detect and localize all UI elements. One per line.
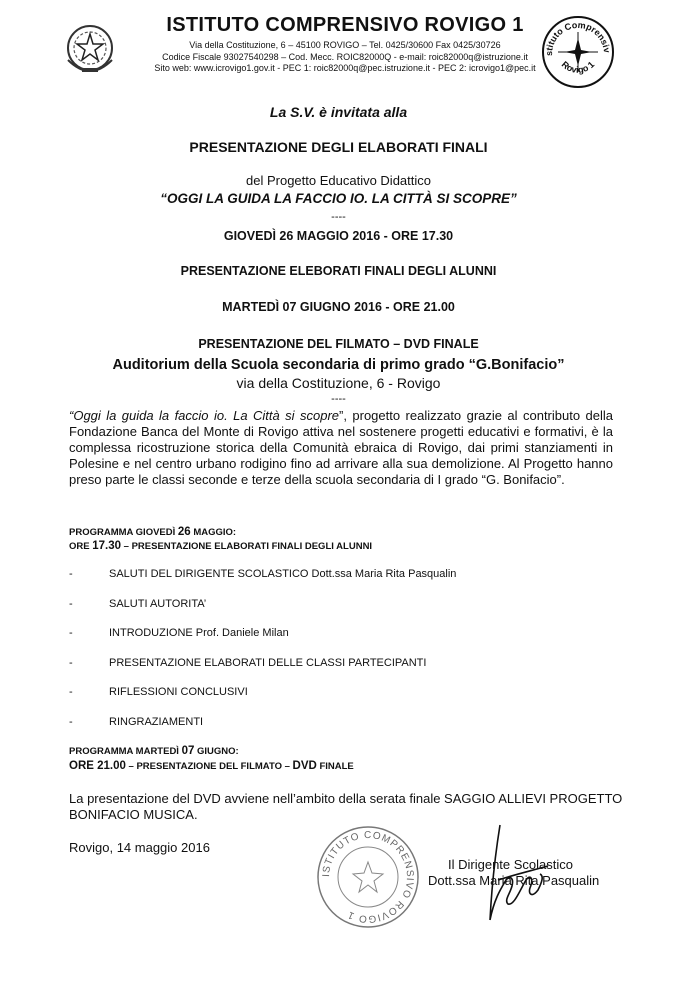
project-description-text: ”, progetto realizzato grazie al contributo della Fondazione Banca del Monte di Rovigo attiva nel sostenere progetti educativi e formativi, è la complessa ricostruzione storica della Comunità ebraica di Rovigo, dai primi stanziamenti in Polesine e nel centro urbano rodigino fino ad arrivare alla sua demolizione. Al Progetto hanno preso parte le classi seconde e terze della scuola secondaria di I grado “G. Bonifacio”. [69, 408, 613, 487]
invitation-intro: La S.V. è invitata alla [269, 104, 408, 120]
seal-bottom-text: Rovigo 1 [559, 59, 597, 75]
program2-heading: PROGRAMMA MARTEDÌ 07 GIUGNO: [69, 745, 239, 757]
venue-address: via della Costituzione, 6 - Rovigo [236, 375, 441, 391]
header-address-line: Via della Costituzione, 6 – 45100 ROVIGO – Tel. 0425/30600 Fax 0425/30726 [189, 40, 501, 50]
project-intro: del Progetto Educativo Didattico [246, 173, 431, 188]
program-item: SALUTI DEL DIRIGENTE SCOLASTICO Dott.ssa Maria Rita Pasqualin [109, 568, 457, 580]
project-title: “OGGI LA GUIDA LA FACCIO IO. LA CITTÀ SI SCOPRE” [160, 191, 517, 206]
stamp-text: ISTITUTO COMPRENSIVO ROVIGO 1 [320, 829, 416, 925]
list-bullet: - [69, 568, 73, 580]
program-item: RINGRAZIAMENTI [109, 716, 204, 728]
program-item: PRESENTAZIONE ELABORATI DELLE CLASSI PARTECIPANTI [109, 657, 427, 669]
school-seal-logo [540, 14, 616, 90]
event1-description: PRESENTAZIONE ELEBORATI FINALI DEGLI ALUNNI [180, 264, 497, 278]
list-bullet: - [69, 716, 73, 728]
svg-text:ISTITUTO COMPRENSIVO ROVIGO 1 [321, 830, 415, 924]
signer-name: Dott.ssa Maria Rita Pasqualin [428, 873, 600, 888]
signer-role: Il Dirigente Scolastico [448, 857, 573, 872]
school-name-title: ISTITUTO COMPRENSIVO ROVIGO 1 [166, 14, 524, 36]
event2-date: MARTEDÌ 07 GIUGNO 2016 - ORE 21.00 [222, 300, 455, 314]
program2-time: ORE 21.00 – PRESENTAZIONE DEL FILMATO – DVD FINALE [69, 760, 354, 772]
program-item: SALUTI AUTORITA’ [109, 598, 207, 610]
seal-top-text: stituto Comprensiv [543, 19, 613, 57]
separator: ---- [331, 211, 346, 223]
program-item: RIFLESSIONI CONCLUSIVI [109, 686, 248, 698]
event2-description: PRESENTAZIONE DEL FILMATO – DVD FINALE [198, 337, 479, 351]
separator-2: ---- [331, 393, 346, 405]
presentation-title: PRESENTAZIONE DEGLI ELABORATI FINALI [189, 139, 488, 155]
event1-date: GIOVEDÌ 26 MAGGIO 2016 - ORE 17.30 [223, 229, 454, 243]
venue-name: Auditorium della Scuola secondaria di primo grado “G.Bonifacio” [112, 357, 565, 373]
project-description [69, 408, 613, 488]
program-item: INTRODUZIONE Prof. Daniele Milan [109, 627, 289, 639]
closing-text: La presentazione del DVD avviene nell’ambito della serata finale SAGGIO ALLIEVI PROGETTO BONIFACIO MUSICA. [69, 791, 623, 822]
header-fiscal-line: Codice Fiscale 93027540298 – Cod. Mecc. ROIC82000Q - e-mail: roic82000q@istruzione.it [162, 52, 528, 62]
list-bullet: - [69, 598, 73, 610]
project-quote: “Oggi la guida la faccio io. La Città si scopre [69, 408, 340, 423]
program1-time: ORE 17.30 – PRESENTAZIONE ELABORATI FINALI DEGLI ALUNNI [69, 540, 373, 552]
school-stamp [313, 822, 423, 932]
list-bullet: - [69, 627, 73, 639]
program1-heading: PROGRAMMA GIOVEDÌ 26 MAGGIO: [69, 526, 237, 538]
list-bullet: - [69, 686, 73, 698]
document-date: Rovigo, 14 maggio 2016 [69, 840, 210, 855]
italian-republic-emblem-icon [60, 20, 120, 80]
header-web-line: Sito web: www.icrovigo1.gov.it - PEC 1: roic82000q@pec.istruzione.it - PEC 2: icrovigo1@pec.it [154, 63, 536, 73]
handwritten-signature [470, 820, 560, 930]
list-bullet: - [69, 657, 73, 669]
